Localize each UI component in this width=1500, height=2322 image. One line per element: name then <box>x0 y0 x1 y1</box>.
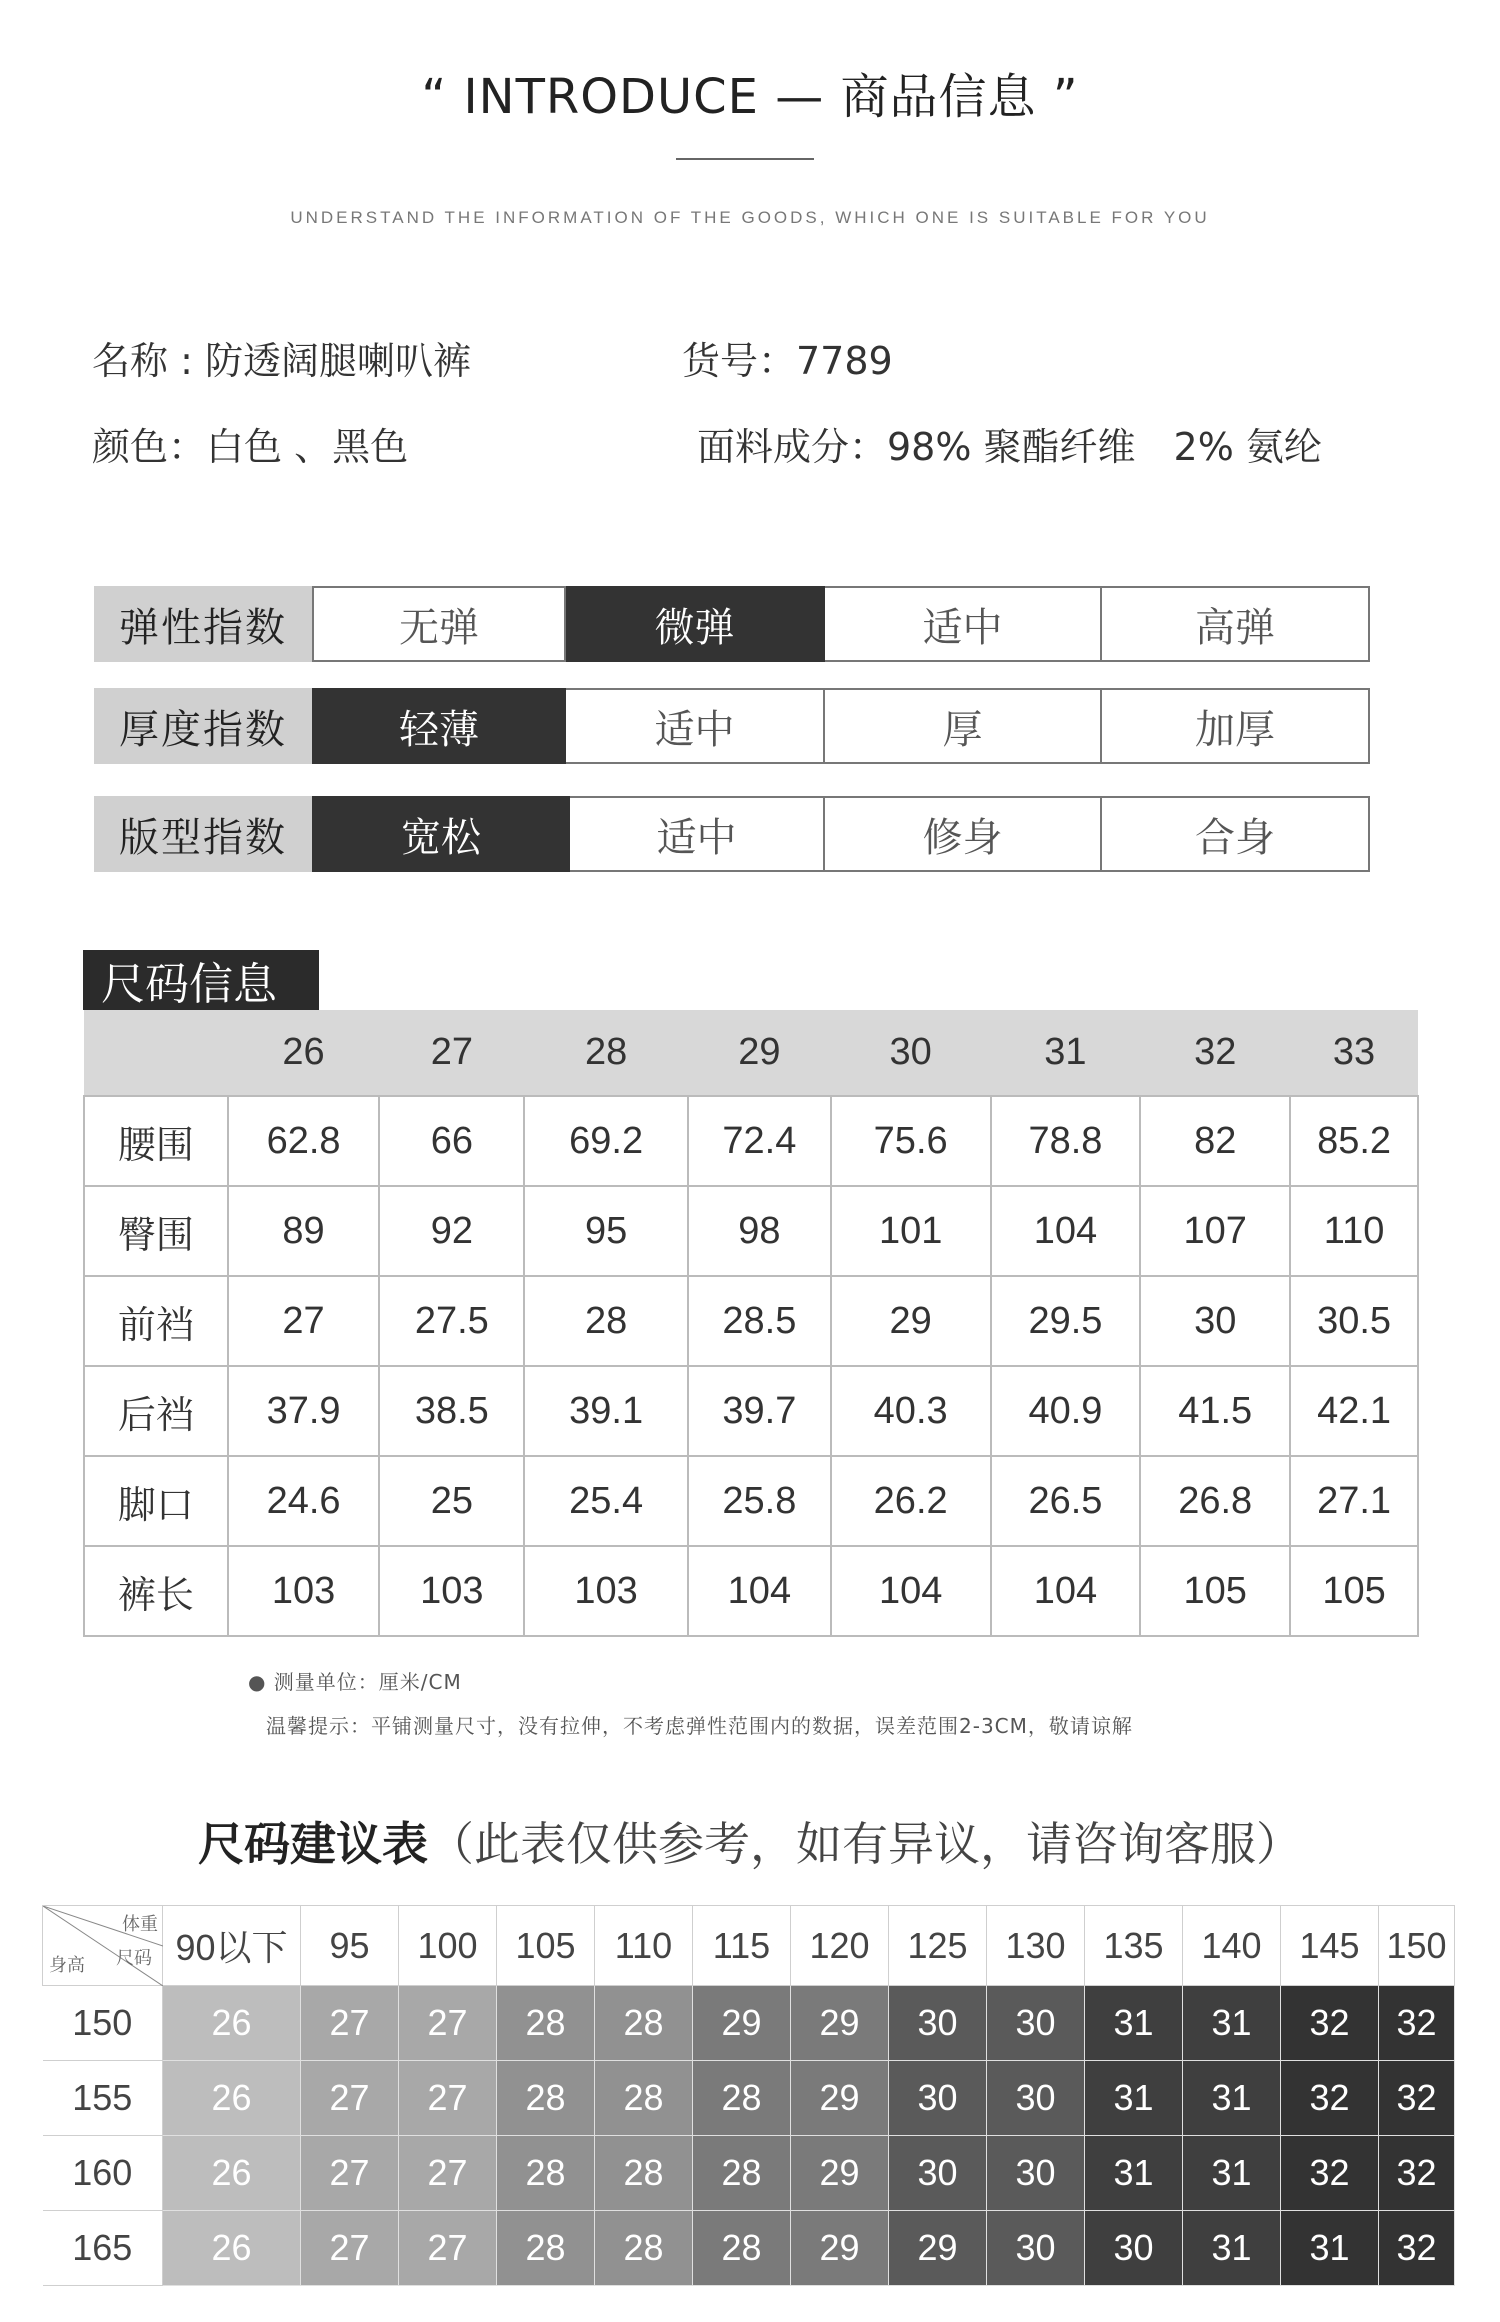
recommend-size-cell: 27 <box>301 2211 399 2286</box>
recommend-size-cell: 30 <box>889 2136 987 2211</box>
size-value-cell: 75.6 <box>831 1096 991 1186</box>
size-value-cell: 62.8 <box>228 1096 380 1186</box>
size-value-cell: 39.1 <box>524 1366 688 1456</box>
index-label: 厚度指数 <box>94 688 312 764</box>
size-value-cell: 95 <box>524 1186 688 1276</box>
size-value-cell: 25 <box>379 1456 524 1546</box>
size-value-cell: 28.5 <box>688 1276 831 1366</box>
size-value-cell: 28 <box>524 1276 688 1366</box>
recommend-size-cell: 31 <box>1281 2211 1379 2286</box>
size-recommend-title <box>0 1808 1500 1874</box>
weight-header-cell: 150 <box>1379 1906 1455 1986</box>
height-label-cell: 160 <box>43 2136 163 2211</box>
size-value-cell: 41.5 <box>1140 1366 1290 1456</box>
title-divider <box>676 158 814 160</box>
recommend-size-cell: 27 <box>399 2061 497 2136</box>
recommend-size-cell: 31 <box>1085 1986 1183 2061</box>
index-label: 版型指数 <box>94 796 312 872</box>
corner-weight-label: 体重 <box>122 1914 158 1934</box>
recommend-size-cell: 28 <box>497 2211 595 2286</box>
size-value-cell: 27.1 <box>1290 1456 1418 1546</box>
size-header-cell: 26 <box>228 1010 380 1096</box>
recommend-row <box>43 2211 1455 2286</box>
recommend-size-cell: 29 <box>791 2211 889 2286</box>
size-value-cell: 26.8 <box>1140 1456 1290 1546</box>
page-title: “ INTRODUCE — 商品信息 ” <box>421 69 1079 125</box>
size-value-cell: 25.4 <box>524 1456 688 1546</box>
weight-header-cell: 130 <box>987 1906 1085 1986</box>
recommend-size-cell: 28 <box>693 2211 791 2286</box>
size-value-cell: 25.8 <box>688 1456 831 1546</box>
recommend-size-cell: 28 <box>693 2136 791 2211</box>
page-subtitle: UNDERSTAND THE INFORMATION OF THE GOODS, WHICH ONE IS SUITABLE FOR YOU <box>290 208 1210 227</box>
size-header-cell: 31 <box>991 1010 1141 1096</box>
index-option: 高弹 <box>1102 586 1370 662</box>
recommend-size-cell: 30 <box>987 2061 1085 2136</box>
weight-header-cell: 120 <box>791 1906 889 1986</box>
size-value-cell: 39.7 <box>688 1366 831 1456</box>
product-name: 名称 : 防透阔腿喇叭裤 <box>92 339 471 383</box>
recommend-size-cell: 31 <box>1183 2061 1281 2136</box>
size-row-label: 腰围 <box>84 1096 228 1186</box>
size-value-cell: 105 <box>1140 1546 1290 1636</box>
size-value-cell: 29.5 <box>991 1276 1141 1366</box>
size-row-label: 前裆 <box>84 1276 228 1366</box>
recommend-size-cell: 32 <box>1379 2211 1455 2286</box>
size-value-cell: 104 <box>831 1546 991 1636</box>
corner-height-label: 身高 <box>49 1955 85 1975</box>
size-row <box>84 1096 1418 1186</box>
recommend-size-cell: 27 <box>301 2136 399 2211</box>
recommend-size-cell: 30 <box>1085 2211 1183 2286</box>
recommend-size-cell: 26 <box>163 2061 301 2136</box>
index-option: 无弹 <box>312 586 566 662</box>
size-header-cell: 27 <box>379 1010 524 1096</box>
recommend-size-cell: 31 <box>1183 2211 1281 2286</box>
size-value-cell: 103 <box>524 1546 688 1636</box>
size-value-cell: 29 <box>831 1276 991 1366</box>
height-label-cell: 155 <box>43 2061 163 2136</box>
recommend-row <box>43 1986 1455 2061</box>
size-value-cell: 85.2 <box>1290 1096 1418 1186</box>
size-value-cell: 110 <box>1290 1186 1418 1276</box>
size-header-cell: 29 <box>688 1010 831 1096</box>
elasticity-index-row <box>94 586 1370 662</box>
recommend-size-cell: 30 <box>987 1986 1085 2061</box>
size-header-cell: 33 <box>1290 1010 1418 1096</box>
size-value-cell: 40.3 <box>831 1366 991 1456</box>
recommend-size-cell: 30 <box>889 1986 987 2061</box>
size-info-tag: 尺码信息 <box>83 950 319 1010</box>
recommend-size-cell: 29 <box>889 2211 987 2286</box>
recommend-size-cell: 27 <box>399 2136 497 2211</box>
weight-header-cell: 125 <box>889 1906 987 1986</box>
weight-header-cell: 105 <box>497 1906 595 1986</box>
recommend-size-cell: 28 <box>693 2061 791 2136</box>
recommend-size-cell: 28 <box>595 2211 693 2286</box>
product-fabric: 面料成分：98% 聚酯纤维 2% 氨纶 <box>697 425 1322 469</box>
size-value-cell: 27 <box>228 1276 380 1366</box>
recommend-size-cell: 32 <box>1379 1986 1455 2061</box>
size-recommend-title-main: 尺码建议表 <box>198 1817 428 1871</box>
height-label-cell: 150 <box>43 1986 163 2061</box>
index-option: 加厚 <box>1102 688 1370 764</box>
recommend-size-cell: 29 <box>791 2061 889 2136</box>
measure-tip-note: 温馨提示：平铺测量尺寸，没有拉伸，不考虑弹性范围内的数据，误差范围2-3CM，敬请谅解 <box>266 1714 1133 1738</box>
size-header-cell: 30 <box>831 1010 991 1096</box>
size-row <box>84 1366 1418 1456</box>
size-value-cell: 30.5 <box>1290 1276 1418 1366</box>
recommend-size-cell: 29 <box>791 2136 889 2211</box>
index-option: 适中 <box>570 796 825 872</box>
size-row-label: 臀围 <box>84 1186 228 1276</box>
recommend-size-cell: 30 <box>889 2061 987 2136</box>
size-row-label: 裤长 <box>84 1546 228 1636</box>
size-value-cell: 104 <box>991 1186 1141 1276</box>
index-label: 弹性指数 <box>94 586 312 662</box>
size-row-label: 脚口 <box>84 1456 228 1546</box>
size-value-cell: 98 <box>688 1186 831 1276</box>
recommend-size-cell: 28 <box>497 2136 595 2211</box>
recommend-size-cell: 28 <box>497 1986 595 2061</box>
weight-header-cell: 95 <box>301 1906 399 1986</box>
size-value-cell: 69.2 <box>524 1096 688 1186</box>
size-value-cell: 66 <box>379 1096 524 1186</box>
size-row <box>84 1546 1418 1636</box>
index-option: 合身 <box>1102 796 1370 872</box>
recommend-size-cell: 28 <box>595 2136 693 2211</box>
recommend-size-cell: 32 <box>1281 1986 1379 2061</box>
recommend-size-cell: 28 <box>497 2061 595 2136</box>
size-info-table <box>83 1010 1419 1637</box>
recommend-size-cell: 32 <box>1281 2136 1379 2211</box>
index-option: 轻薄 <box>312 688 566 764</box>
recommend-size-cell: 29 <box>791 1986 889 2061</box>
size-row <box>84 1456 1418 1546</box>
size-value-cell: 107 <box>1140 1186 1290 1276</box>
size-value-cell: 26.2 <box>831 1456 991 1546</box>
corner-size-label: 尺码 <box>116 1948 152 1968</box>
size-value-cell: 27.5 <box>379 1276 524 1366</box>
size-value-cell: 40.9 <box>991 1366 1141 1456</box>
weight-header-cell: 140 <box>1183 1906 1281 1986</box>
recommend-size-cell: 26 <box>163 2211 301 2286</box>
recommend-size-cell: 28 <box>595 2061 693 2136</box>
size-header-cell: 32 <box>1140 1010 1290 1096</box>
recommend-row <box>43 2136 1455 2211</box>
height-label-cell: 165 <box>43 2211 163 2286</box>
recommend-size-cell: 27 <box>399 2211 497 2286</box>
weight-header-cell: 100 <box>399 1906 497 1986</box>
recommend-size-cell: 32 <box>1379 2136 1455 2211</box>
size-value-cell: 89 <box>228 1186 380 1276</box>
weight-header-cell: 135 <box>1085 1906 1183 1986</box>
size-value-cell: 82 <box>1140 1096 1290 1186</box>
product-color: 颜色：白色 、黑色 <box>92 425 409 469</box>
size-recommend-title-note: （此表仅供参考，如有异议，请咨询客服） <box>428 1817 1302 1871</box>
recommend-size-cell: 30 <box>987 2211 1085 2286</box>
index-option: 适中 <box>566 688 825 764</box>
size-value-cell: 37.9 <box>228 1366 380 1456</box>
size-value-cell: 30 <box>1140 1276 1290 1366</box>
recommend-size-cell: 28 <box>595 1986 693 2061</box>
size-recommend-table <box>42 1905 1455 2286</box>
recommend-size-cell: 27 <box>399 1986 497 2061</box>
recommend-size-cell: 32 <box>1281 2061 1379 2136</box>
recommend-size-cell: 27 <box>301 2061 399 2136</box>
recommend-size-cell: 31 <box>1085 2136 1183 2211</box>
recommend-row <box>43 2061 1455 2136</box>
size-value-cell: 103 <box>228 1546 380 1636</box>
weight-header-cell: 145 <box>1281 1906 1379 1986</box>
recommend-size-cell: 26 <box>163 2136 301 2211</box>
index-option: 宽松 <box>312 796 570 872</box>
size-value-cell: 42.1 <box>1290 1366 1418 1456</box>
size-row-label: 后裆 <box>84 1366 228 1456</box>
recommend-corner-cell <box>43 1906 163 1986</box>
product-item-no: 货号：7789 <box>682 339 893 383</box>
size-value-cell: 72.4 <box>688 1096 831 1186</box>
recommend-size-cell: 26 <box>163 1986 301 2061</box>
size-value-cell: 103 <box>379 1546 524 1636</box>
index-option: 微弹 <box>566 586 825 662</box>
size-value-cell: 104 <box>991 1546 1141 1636</box>
size-value-cell: 78.8 <box>991 1096 1141 1186</box>
size-value-cell: 104 <box>688 1546 831 1636</box>
size-value-cell: 24.6 <box>228 1456 380 1546</box>
thickness-index-row <box>94 688 1370 764</box>
size-value-cell: 26.5 <box>991 1456 1141 1546</box>
recommend-size-cell: 30 <box>987 2136 1085 2211</box>
size-row <box>84 1276 1418 1366</box>
recommend-header-row <box>43 1906 1455 1986</box>
fit-index-row <box>94 796 1370 872</box>
size-row <box>84 1186 1418 1276</box>
measure-unit-note: ● 测量单位：厘米/CM <box>248 1670 462 1694</box>
recommend-size-cell: 29 <box>693 1986 791 2061</box>
recommend-size-cell: 31 <box>1183 1986 1281 2061</box>
index-option: 适中 <box>825 586 1102 662</box>
index-option: 修身 <box>825 796 1102 872</box>
recommend-size-cell: 31 <box>1085 2061 1183 2136</box>
weight-header-cell: 115 <box>693 1906 791 1986</box>
recommend-size-cell: 31 <box>1183 2136 1281 2211</box>
index-option: 厚 <box>825 688 1102 764</box>
recommend-size-cell: 32 <box>1379 2061 1455 2136</box>
size-header-blank <box>84 1010 228 1096</box>
size-value-cell: 92 <box>379 1186 524 1276</box>
weight-header-cell: 110 <box>595 1906 693 1986</box>
size-value-cell: 101 <box>831 1186 991 1276</box>
size-value-cell: 38.5 <box>379 1366 524 1456</box>
size-header-cell: 28 <box>524 1010 688 1096</box>
size-header-row <box>84 1010 1418 1096</box>
size-value-cell: 105 <box>1290 1546 1418 1636</box>
weight-header-cell: 90以下 <box>163 1906 301 1986</box>
recommend-size-cell: 27 <box>301 1986 399 2061</box>
